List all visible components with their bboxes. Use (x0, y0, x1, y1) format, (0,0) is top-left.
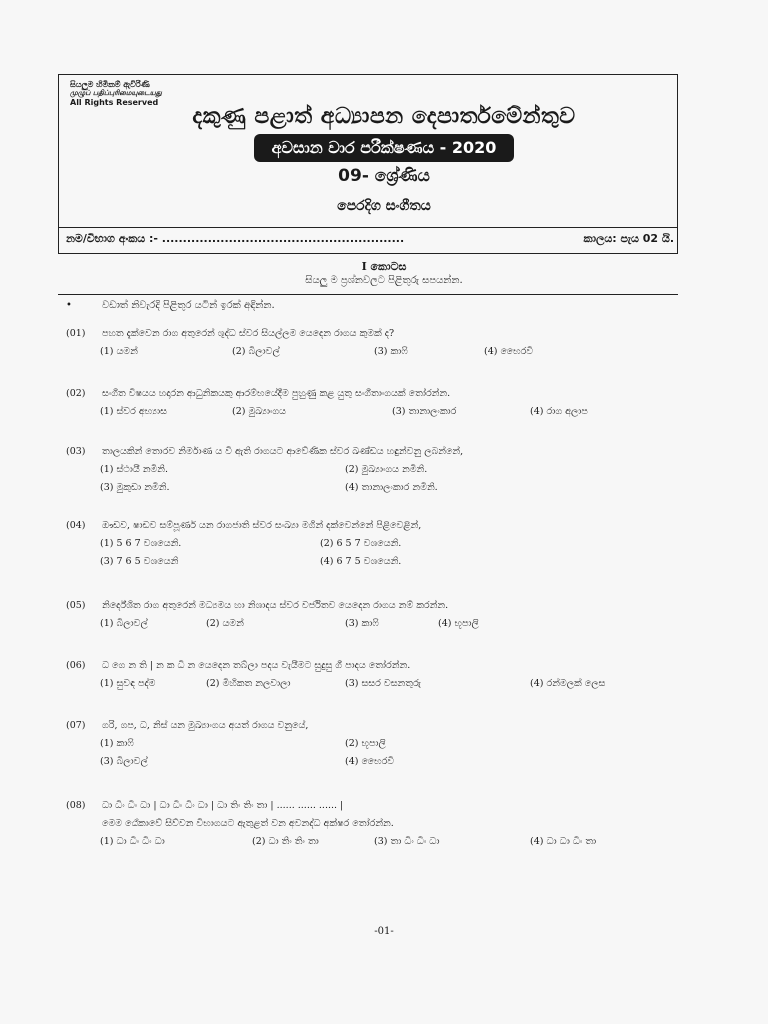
header-divider (59, 227, 677, 228)
instruction-bullet: • (66, 300, 72, 311)
question-number: (02) (66, 388, 86, 399)
answer-option[interactable]: (1) බිලාවල් (100, 618, 148, 629)
answer-option[interactable]: (1) ස්වර අභ්‍යාස (100, 406, 167, 417)
copyright-tamil: முழுப் பதிப்புரிமையுடையது (70, 89, 162, 97)
answer-option[interactable]: (3) මුකුඩා නමිනි. (100, 482, 170, 493)
section-title: I කොටස (361, 260, 407, 273)
answer-option[interactable]: (3) තා ධිං ධිං ධා (374, 836, 440, 847)
answer-option[interactable]: (2) මුඛ්‍යාංගය නමිනි. (345, 464, 428, 475)
question-text: ගරි, ගප, ධ, නිස් යන මුඛ්‍යාංගය අයත් රාගය වනුයේ, (102, 720, 309, 731)
answer-option[interactable]: (4) භෛරවී (345, 756, 395, 767)
answer-option[interactable]: (2) ධා තිං තිං තා (252, 836, 319, 847)
answer-option[interactable]: (1) ස්ථායී නමිනි. (100, 464, 168, 475)
question-text: ධ ගෙ න ති | න ක ධි න යෙදෙන තබ්ලා පදය වැයීමට සුදුසු ගී පාදය තෝරන්න. (102, 660, 411, 671)
answer-option[interactable]: (2) භූපාලි (345, 738, 386, 749)
answer-option[interactable]: (2) මුඛ්‍යාංගය (232, 406, 286, 417)
answer-option[interactable]: (1) සුවඳ පද්ම (100, 678, 156, 689)
answer-option[interactable]: (1) යමන් (100, 346, 138, 357)
instruction (66, 300, 275, 311)
answer-option[interactable]: (2) බිලාවල් (232, 346, 280, 357)
page-number: -01- (374, 926, 394, 937)
answer-option[interactable]: (1) ධා ධිං ධිං ධා (100, 836, 165, 847)
question-text: තාලයකින් තොරව නිර්මාණ ය වී ඇති රාගයට ආවේණික ස්වර ඛණ්ඩය හඳුන්වනු ලබන්නේ, (102, 446, 464, 457)
question-number: (08) (66, 800, 86, 811)
answer-option[interactable]: (3) කාෆි (345, 618, 379, 629)
question-text: නිර්දේශිත රාග අතුරෙන් මධ්‍යමය හා නිශාදය ස්වර වර්ජිතව යෙදෙන රාගය නම් කරන්න. (102, 600, 449, 611)
copyright-block (70, 80, 180, 107)
answer-option[interactable]: (3) කාෆි (374, 346, 408, 357)
question-text: ඖඩව, ෂාඩව සම්පූර්ණ යන රාගජාති ස්වර සංඛ්‍යා මගින් දක්වෙන්නේ පිළිවෙළින්, (102, 520, 422, 531)
name-index-label: නම/විභාග අංකය :- .......................................................... (66, 232, 405, 245)
term-exam-badge: අවසාන වාර පරීක්ෂණය - 2020 (254, 134, 514, 162)
answer-option[interactable]: (4) 6 7 5 වශයෙනි. (320, 556, 402, 567)
answer-option[interactable]: (1) 5 6 7 වශයෙනි. (100, 538, 182, 549)
question-number: (03) (66, 446, 86, 457)
question-text: ධා ධිං ධිං ධා | ධා ධිං ධිං ධා | ධා තිං තිං තා | ...... ...... ...... | (102, 800, 344, 811)
answer-option[interactable]: (4) තානාලංකාර නමිනි. (345, 482, 438, 493)
question-number: (01) (66, 328, 86, 339)
question-number: (05) (66, 600, 86, 611)
answer-option[interactable]: (3) සසර වසනතුරු (345, 678, 421, 689)
answer-option[interactable]: (4) භෛරවී (484, 346, 534, 357)
question-text: සංගීත විෂයය හදාරන ආධුනිකයකු ආරම්භයේදීම පුහුණු කළ යුතු සංගීතාංගයක් තෝරන්න. (102, 388, 451, 399)
copyright-english: All Rights Reserved (70, 98, 159, 107)
question-number: (04) (66, 520, 86, 531)
time-label: කාලය: පැය 02 යි. (583, 232, 674, 245)
copyright-sinhala: සියලුම හිමිකම් ඇවිරිණි (70, 80, 150, 89)
answer-option[interactable]: (4) ධා ධා ධිං තා (530, 836, 597, 847)
answer-option[interactable]: (1) කාෆි (100, 738, 134, 749)
answer-option[interactable]: (2) මිහිකත නලවාලා (206, 678, 291, 689)
answer-option[interactable]: (4) රාග අලාප (530, 406, 588, 417)
answer-option[interactable]: (3) බිලාවල් (100, 756, 148, 767)
instruction-text: වඩාත් නිවැරදි පිළිතුර යටින් ඉරක් අඳින්න. (102, 300, 275, 311)
section-subtitle: සියලු ම ප්‍රශ්නවලට පිළිතුරු සපයන්න. (305, 275, 463, 286)
question-number: (06) (66, 660, 86, 671)
answer-option[interactable]: (3) තානාලංකාර (392, 406, 457, 417)
question-text: පහත දැක්වෙන රාග අතුරෙන් ශුද්ධ ස්වර සියල්ලම යෙදෙන රාගය කුමක් ද? (102, 328, 395, 339)
question-text: මෙම ඨේකාවේ සිව්වන විභාගයට ඇතුළත් වන අවනද්ධ අක්ෂර තෝරන්න. (102, 818, 394, 829)
question-number: (07) (66, 720, 86, 731)
subject-label: පෙරදිග සංගීතය (337, 198, 431, 214)
grade-label: 09- ශ්‍රේණිය (338, 166, 430, 186)
answer-option[interactable]: (2) 6 5 7 වශයෙනි. (320, 538, 402, 549)
answer-option[interactable]: (2) යමන් (206, 618, 244, 629)
answer-option[interactable]: (4) භූපාලි (438, 618, 479, 629)
answer-option[interactable]: (3) 7 6 5 වශයෙනි (100, 556, 179, 567)
section-divider (58, 294, 678, 295)
department-title: දකුණු පළාත් අධ්‍යාපන දෙපාර්තමේන්තුව (192, 104, 576, 129)
answer-option[interactable]: (4) රන්මලක් ලෙස (530, 678, 606, 689)
